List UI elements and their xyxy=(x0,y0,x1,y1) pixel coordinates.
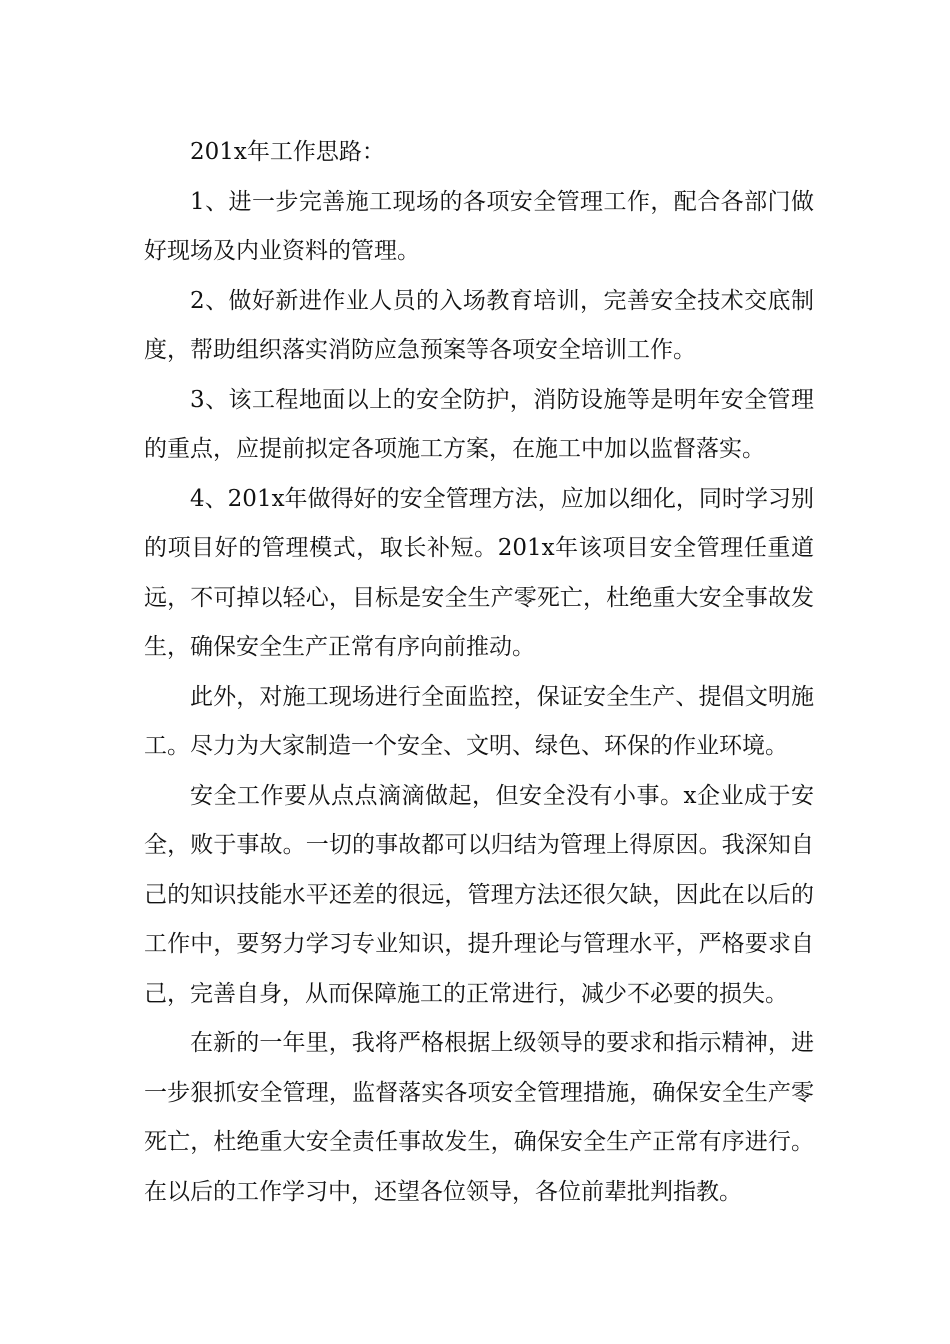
paragraph-monitoring: 此外，对施工现场进行全面监控，保证安全生产、提倡文明施工。尽力为大家制造一个安全、文明、绿色、环保的作业环境。 xyxy=(144,683,814,759)
section-heading: 201x年工作思路： xyxy=(190,139,385,165)
paragraph-item-2: 2、做好新进作业人员的入场教育培训，完善安全技术交底制度，帮助组织落实消防应急预案等各项安全培训工作。 xyxy=(144,287,814,363)
paragraph-item-4: 4、201x年做得好的安全管理方法，应加以细化，同时学习别的项目好的管理模式，取长补短。201x年该项目安全管理任重道远，不可掉以轻心，目标是安全生产零死亡，杜绝重大安全事故发生，确保安全生产正常有序向前推动。 xyxy=(144,485,814,660)
paragraph-safety-reflection: 安全工作要从点点滴滴做起，但安全没有小事。x企业成于安全，败于事故。一切的事故都可以归结为管理上得原因。我深知自己的知识技能水平还差的很远，管理方法还很欠缺，因此在以后的工作中，要努力学习专业知识，提升理论与管理水平，严格要求自己，完善自身，从而保障施工的正常进行，减少不必要的损失。 xyxy=(144,782,814,1007)
paragraph-item-3: 3、该工程地面以上的安全防护，消防设施等是明年安全管理的重点，应提前拟定各项施工方案，在施工中加以监督落实。 xyxy=(144,386,814,462)
paragraph-item-1: 1、进一步完善施工现场的各项安全管理工作，配合各部门做好现场及内业资料的管理。 xyxy=(144,188,814,264)
paragraph-closing: 在新的一年里，我将严格根据上级领导的要求和指示精神，进一步狠抓安全管理，监督落实各项安全管理措施，确保安全生产零死亡，杜绝重大安全责任事故发生，确保安全生产正常有序进行。在以后的工作学习中，还望各位领导，各位前辈批判指教。 xyxy=(144,1030,814,1205)
document-body xyxy=(144,128,814,1217)
